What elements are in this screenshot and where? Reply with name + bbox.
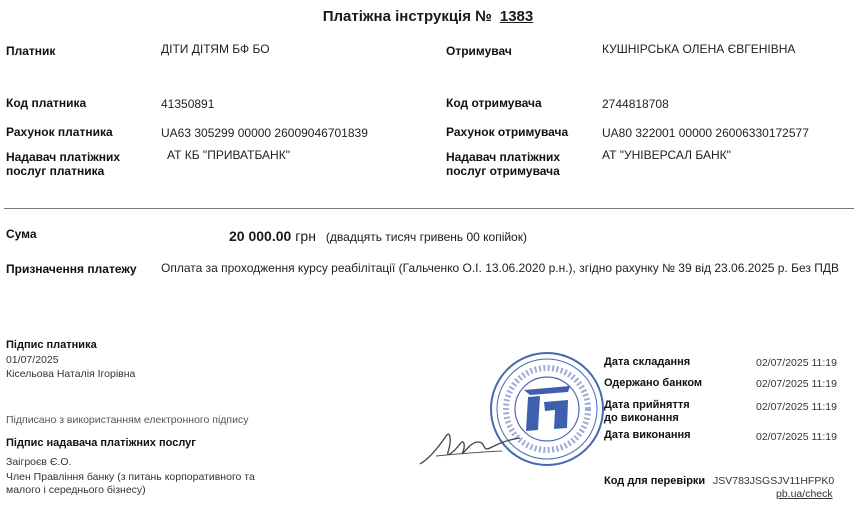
amount-label: Сума	[6, 227, 37, 241]
amount-block	[229, 228, 527, 246]
date-accepted-value: 02/07/2025 11:19	[756, 401, 837, 413]
payer-code-label: Код платника	[6, 96, 87, 110]
check-link[interactable]: pb.ua/check	[776, 488, 833, 500]
payer-account: UA63 305299 00000 26009046701839	[161, 126, 368, 140]
provider-signature-label: Підпис надавача платіжних послуг	[6, 437, 196, 449]
receiver-account: UA80 322001 00000 26006330172577	[602, 126, 809, 140]
title-text: Платіжна інструкція №	[322, 8, 492, 25]
page-title	[0, 8, 856, 25]
date-accepted-label-1: Дата прийняття	[604, 399, 690, 411]
date-composed-label: Дата складання	[604, 356, 691, 368]
amount-words: (двадцять тисяч гривень 00 копійок)	[325, 230, 527, 244]
payer-provider-label-1: Надавач платіжних	[6, 150, 121, 164]
date-accepted-label-2: до виконання	[604, 412, 679, 424]
provider-signatory-name: Заігроєв Є.О.	[6, 456, 72, 468]
provider-signatory-role-1: Член Правління банку (з питань корпоративного та	[6, 471, 255, 483]
receiver-account-label: Рахунок отримувача	[446, 125, 569, 139]
provider-signatory-role-2: малого і середнього бізнесу)	[6, 484, 146, 496]
payer-name: ДІТИ ДІТЯМ БФ БО	[161, 42, 270, 56]
date-received-value: 02/07/2025 11:19	[756, 378, 837, 390]
receiver-name: КУШНІРСЬКА ОЛЕНА ЄВГЕНІВНА	[602, 42, 796, 56]
receiver-name-label: Отримувач	[446, 44, 512, 58]
receiver-provider: АТ "УНІВЕРСАЛ БАНК"	[602, 148, 731, 162]
purpose-text: Оплата за проходження курсу реабілітації (Гальченко О.І. 13.06.2020 р.н.), згідно рахунку № 39 від 23.06.2025 р. Без ПДВ	[161, 261, 839, 275]
payer-signature-date: 01/07/2025	[6, 354, 59, 366]
amount-currency: грн	[295, 228, 316, 244]
payer-signature-label: Підпис платника	[6, 339, 97, 351]
payer-provider-label-2: послуг платника	[6, 164, 105, 178]
instruction-number: 1383	[499, 8, 534, 25]
handwritten-signature-icon	[416, 418, 526, 470]
date-executed-label: Дата виконання	[604, 429, 691, 441]
receiver-provider-label-1: Надавач платіжних	[446, 150, 561, 164]
date-executed-value: 02/07/2025 11:19	[756, 431, 837, 443]
amount-value: 20 000.00	[229, 228, 292, 244]
date-received-label: Одержано банком	[604, 377, 703, 389]
payer-name-label: Платник	[6, 44, 56, 58]
check-code-label: Код для перевірки	[604, 475, 706, 487]
e-signature-note: Підписано з використанням електронного підпису	[6, 414, 249, 426]
receiver-provider-label-2: послуг отримувача	[446, 164, 560, 178]
payer-signature-name: Кісельова Наталія Ігорівна	[6, 368, 136, 380]
date-composed-value: 02/07/2025 11:19	[756, 357, 837, 369]
purpose-label: Призначення платежу	[6, 262, 137, 276]
section-divider	[4, 208, 854, 209]
receiver-code-label: Код отримувача	[446, 96, 542, 110]
payer-code: 41350891	[161, 97, 215, 111]
receiver-code: 2744818708	[602, 97, 669, 111]
payer-account-label: Рахунок платника	[6, 125, 113, 139]
check-code-value: JSV783JSGSJV11HFPK0	[713, 475, 835, 487]
payer-provider: АТ КБ "ПРИВАТБАНК"	[167, 148, 290, 162]
